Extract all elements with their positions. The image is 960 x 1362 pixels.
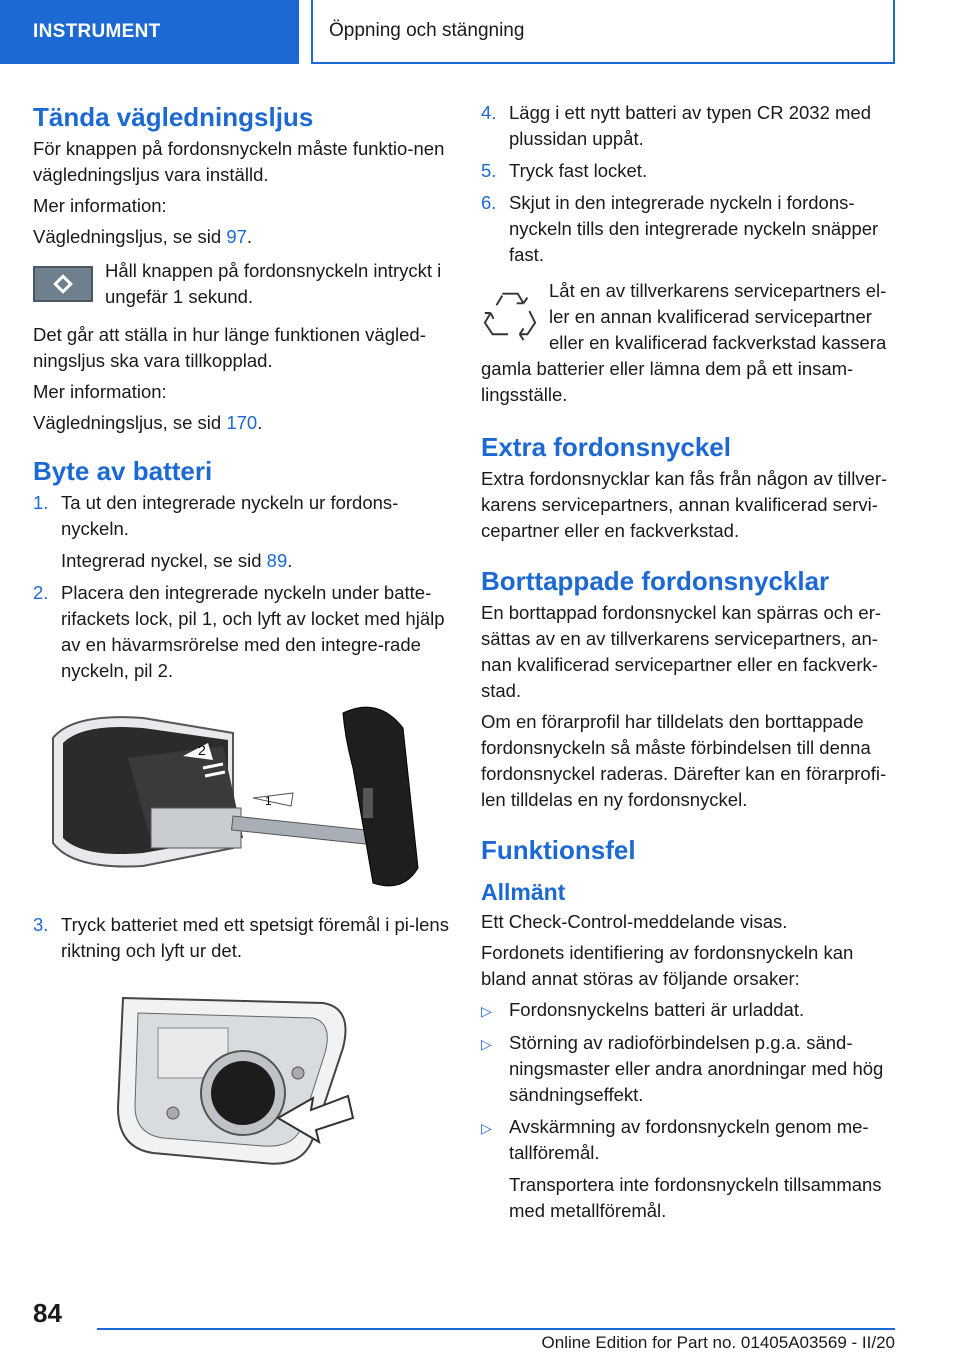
paragraph: För knappen på fordonsnyckeln måste funktio-nen vägledningsljus vara inställd. bbox=[33, 138, 445, 185]
recycling-note bbox=[481, 278, 897, 408]
triangle-bullet-icon: ▷ bbox=[481, 1003, 492, 1019]
section-tab[interactable]: INSTRUMENT bbox=[0, 0, 299, 64]
paragraph: En borttappad fordonsnyckel kan spärras och er-sättas av en av tillverkarens servicepartners, an-nan kvalificerad servicepartner eller en fackverk-stad. bbox=[481, 602, 882, 701]
step-item: 3. Tryck batteriet med ett spetsigt föremål i pi-lens riktning och lyft ur det. bbox=[33, 914, 449, 961]
button-note bbox=[33, 258, 451, 310]
svg-text:1: 1 bbox=[265, 794, 272, 808]
reference: Integrerad nyckel, se sid 89. bbox=[61, 550, 293, 571]
step-item: 2. Placera den integrerade nyckeln under batte-rifackets lock, pil 1, och lyft av locket med hjälp av en hävarmsrörelse med den integre-rade nyckeln, pil 2. bbox=[33, 582, 445, 681]
page-link[interactable]: 97 bbox=[226, 226, 247, 247]
page-link[interactable]: 89 bbox=[266, 550, 288, 571]
heading-guide-light: Tända vägledningsljus bbox=[33, 102, 314, 132]
triangle-bullet-icon: ▷ bbox=[481, 1036, 492, 1052]
step-item: 5. Tryck fast locket. bbox=[481, 160, 648, 181]
heading-lost-keys: Borttappade fordonsnycklar bbox=[481, 566, 830, 596]
paragraph: Extra fordonsnycklar kan fås från någon av tillver-karens servicepartners, annan kvalificerad servi-cepartner eller en fackverkstad. bbox=[481, 468, 888, 541]
list-item: ▷ Fordonsnyckelns batteri är urladdat. bbox=[481, 997, 897, 1024]
heading-extra-key: Extra fordonsnyckel bbox=[481, 432, 731, 462]
step-item: 4. Lägg i ett nytt batteri av typen CR 2032 med plussidan uppåt. bbox=[481, 102, 871, 149]
page-link[interactable]: 170 bbox=[226, 412, 258, 433]
reference: Vägledningsljus, se sid 97. bbox=[33, 226, 253, 247]
battery-compartment-illustration bbox=[63, 978, 463, 1178]
paragraph: Ett Check-Control-meddelande visas. bbox=[481, 911, 788, 932]
page-number: 84 bbox=[33, 1298, 62, 1328]
step-item: 6. Skjut in den integrerade nyckeln i fordons-nyckeln tills den integrerade nyckeln snäpper fast. bbox=[481, 192, 879, 265]
heading-battery: Byte av batteri bbox=[33, 456, 213, 486]
more-info-label: Mer information: bbox=[33, 381, 167, 402]
paragraph: Det går att ställa in hur länge funktionen vägled-ningsljus ska vara tillkopplad. bbox=[33, 324, 426, 371]
footer-divider bbox=[97, 1328, 895, 1330]
key-fob-illustration bbox=[33, 698, 433, 898]
more-info-label: Mer information: bbox=[33, 195, 167, 216]
left-column bbox=[33, 100, 451, 1192]
reference: Vägledningsljus, se sid 170. bbox=[33, 412, 263, 433]
right-column bbox=[481, 100, 897, 1230]
list-item: ▷ Avskärmning av fordonsnyckeln genom me-tallföremål. Transportera inte fordonsnyckeln tillsammans med metallföremål. bbox=[481, 1114, 897, 1224]
triangle-bullet-icon: ▷ bbox=[481, 1120, 492, 1136]
recycling-text: Låt en av tillverkarens servicepartners el-ler en annan kvalificerad servicepartner eller en kvalificerad fackverkstad kassera gamla batterier eller lämna dem på ett insam-lingsställe. bbox=[481, 280, 887, 405]
key-button-icon bbox=[33, 266, 93, 302]
note-text: Håll knappen på fordonsnyckeln intryckt i ungefär 1 sekund. bbox=[105, 260, 442, 307]
heading-general: Allmänt bbox=[481, 879, 566, 905]
heading-malfunction: Funktionsfel bbox=[481, 835, 636, 865]
paragraph: Om en förarprofil har tilldelats den borttappade fordonsnyckeln så måste förbindelsen till denna fordonsnyckel raderas. Därefter kan en förarprofi-len tilldelas en ny fordonsnyckel. bbox=[481, 711, 887, 810]
list-item: ▷ Störning av radioförbindelsen p.g.a. sänd-ningsmaster eller andra anordningar med hög sändningseffekt. bbox=[481, 1030, 897, 1108]
recycle-icon bbox=[481, 284, 539, 342]
paragraph: Fordonets identifiering av fordonsnyckeln kan bland annat störas av följande orsaker: bbox=[481, 942, 854, 989]
footer-edition: Online Edition for Part no. 01405A03569 - II/20 bbox=[541, 1333, 895, 1352]
svg-text:2: 2 bbox=[198, 742, 206, 758]
step-item: 1. Ta ut den integrerade nyckeln ur fordons-nyckeln. Integrerad nyckel, se sid 89. bbox=[33, 490, 451, 574]
chapter-title: Öppning och stängning bbox=[311, 0, 895, 64]
